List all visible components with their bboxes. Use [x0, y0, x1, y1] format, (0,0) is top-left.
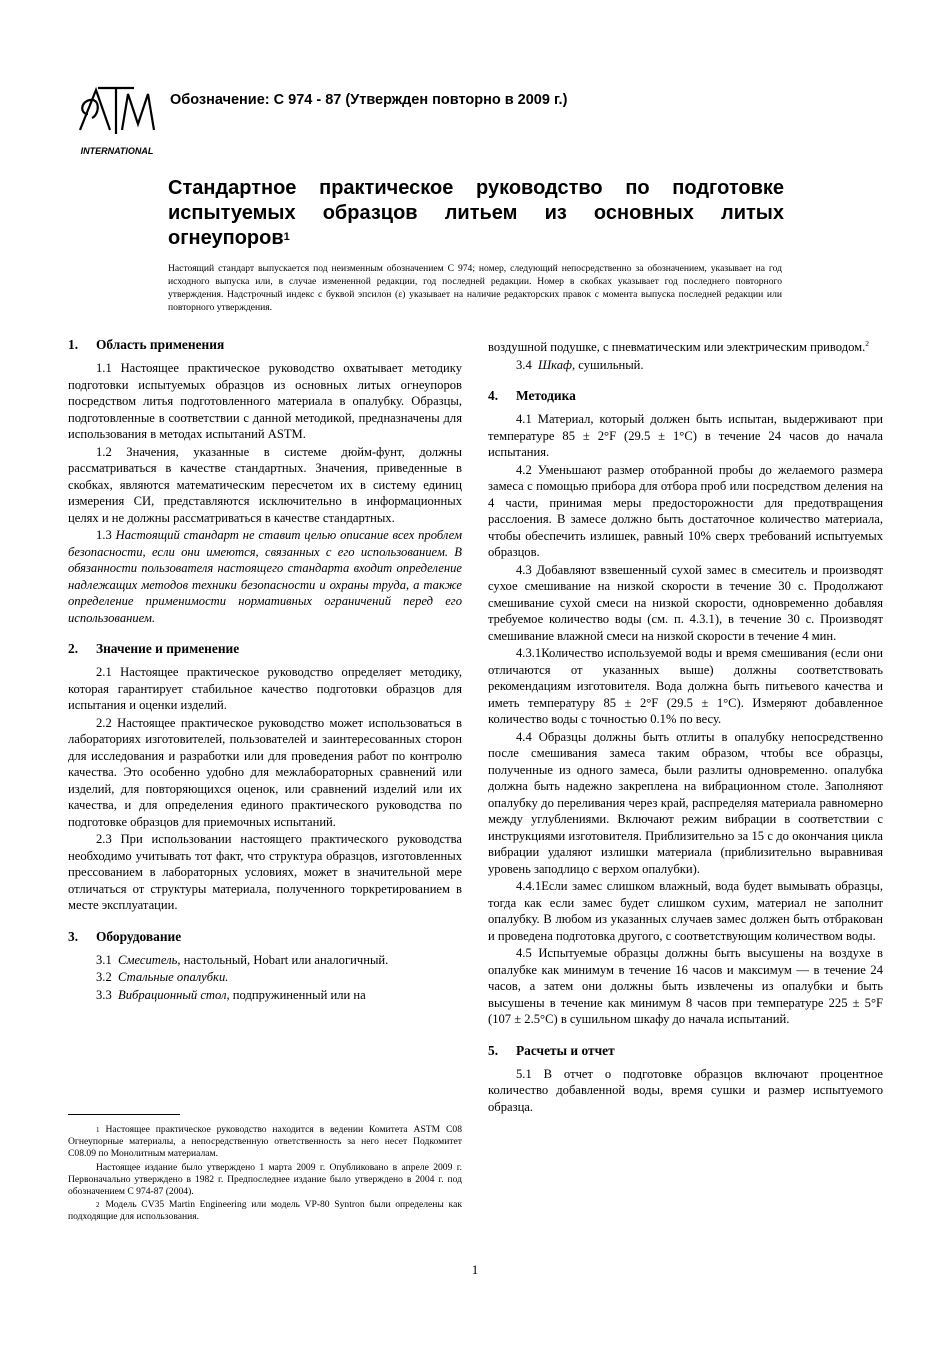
title-text: Стандартное практическое руководство по подготовке испытуемых образцов литьем из основных литых огнеупоров: [168, 177, 784, 249]
footnote-rule: [68, 1114, 180, 1115]
footnote-2: $^2$ Модель CV35 Martin Engineering или модель VP-80 Syntron были определены как подходящие для использования.: [68, 1199, 462, 1223]
page-number: 1: [471, 1262, 479, 1277]
paragraph-1-1: 1.1 Настоящее практическое руководство охватывает методику подготовки испытуемых образцов из основных литых огнеупоров посредством литья подготовленного материала в опалубку. Образцы, подготовленные в соответствии с данной методикой, предназначены для использования в методах испытаний ASTM.: [68, 361, 462, 441]
paragraph-4-4-1: 4.4.1Если замес слишком влажный, вода будет вымывать образцы, тогда как если замес будет слишком сухим, материал не заполнит опалубку. В любом из указанных случаев замес должен быть отбракован и проведена подготовка другого, с соответствующим количеством воды.: [488, 879, 883, 943]
paragraph-2-3: 2.3 При использовании настоящего практического руководства необходимо учитывать тот факт, что структура образцов, изготовленных прессованием в лабораторных условиях, может в значительной мере отличаться от структуры материала, полученного торкретированием в месте эксплуатации.: [68, 832, 462, 912]
paragraph-4-5: 4.5 Испытуемые образцы должны быть высушены на воздухе в опалубке как минимум в течение 16 часов и максимум — в течение 24 часов, а затем они должны быть извлечены из опалубки и быть высушены в течение как минимум 8 часов при температуре 225 ± 5°F (107 ± 2.5°C) в сушильном шкафу до начала испытаний.: [488, 946, 883, 1027]
paragraph-4-2: 4.2 Уменьшают размер отобранной пробы до желаемого размера замеса с помощью прибора для отбора проб или посредством деления на 4 части, принимая меры предосторожности для предотвращения расслоения. В замесе должно быть достаточное количество материала, чтобы обеспечить излишек, равный 10% сверх требований испытуемых образцов.: [488, 462, 883, 560]
preamble: Настоящий стандарт выпускается под неизменным обозначением C 974; номер, следующий непосредственно за обозначением, указывает на год исходного выпуска или, в случае измененной редакции, год последней редакции. Номер в скобках указывает год последнего повторного утверждения. Надстрочный индекс с буквой эпсилон (ε) указывает на наличие редакторских правок с момента выпуска последней редакции или повторного утверждения.: [168, 263, 782, 313]
item-3-3-continued: воздушной подушке, с пневматическим или электрическим приводом.$^2$: [488, 339, 870, 355]
paragraph-1-2: 1.2 Значения, указанные в системе дюйм-фунт, должны рассматриваться в качестве стандартных. Значения, приведенные в скобках, являются математическим пересчетом их в систему единиц измерения СИ, представляются исключительно в информационных целях и не должны рассматриваться в качестве стандартных.: [68, 444, 462, 525]
item-3-2: 3.2 Стальные опалубки.: [96, 970, 229, 984]
item-3-3: 3.3 Вибрационный стол, подпружиненный или на: [96, 987, 366, 1002]
footnote-1-approval: Настоящее издание было утверждено 1 марта 2009 г. Опубликовано в апреле 2009 г. Первоначально утверждено в 1982 г. Предпоследнее издание было утверждено в 2004 г. под обозначением C 974-87 (2004).: [68, 1161, 462, 1198]
section-2-heading: 2. Значение и применение: [68, 641, 240, 656]
section-4-heading: 4. Методика: [488, 388, 576, 404]
paragraph-4-1: 4.1 Материал, который должен быть испытан, выдерживают при температуре 85 ± 2°F (29.5 ± 1°C) в течение 24 часов до начала испытания.: [488, 412, 883, 460]
paragraph-4-4: 4.4 Образцы должны быть отлиты в опалубку непосредственно после смешивания замеса таким образом, чтобы все образцы, полученные из одного замеса, были разлиты одновременно. опалубка должна быть надежно закреплена на вибрационном столе. Заполняют опалубку до переливания через край, распределяя материала равномерно между углублениями. Включают режим вибрации в соответствии с инструкциями изготовителя. Приблизительно за 15 с до окончания цикла вибрации удаляют излишки материала (приблизительно выравнивая уровень заподлицо с верхом опалубки).: [488, 729, 883, 876]
section-5-heading: 5. Расчеты и отчет: [488, 1042, 615, 1058]
document-title: [168, 176, 784, 251]
paragraph-4-3: 4.3 Добавляют взвешенный сухой замес в смеситель и производят сухое смешивание на низкой скорости в течение 30 с. Продолжают смешивание сухой смеси на низкой скорости, одновременно добавляя требуемое количество воды (см. п. 4.3.1), в течение 30 с. Производят смешивание влажной смеси на низкой скорости в течение 4 мин.: [488, 562, 883, 643]
item-3-4: 3.4 Шкаф, сушильный.: [516, 357, 644, 372]
paragraph-2-1: 2.1 Настоящее практическое руководство определяет методику, которая гарантирует стабильное качество подготовки образцов для испытания и оценки изделий.: [68, 665, 462, 712]
footnotes: [68, 1124, 462, 1224]
paragraph-4-3-1: 4.3.1Количество используемой воды и время смешивания (если они отличаются от указанных выше) должны соответствовать рекомендациям изготовителя. Вода должна быть питьевого качества и иметь температуру 85 ± 2°F (29.5 ± 1°C). Измеряют добавленное количество воды с точностью 0.1% по весу.: [488, 646, 883, 727]
footnote-1: $^1$ Настоящее практическое руководство находится в ведении Комитета ASTM C08 Огнеупорные материалы, а непосредственную ответственность за него несет Подкомитет C08.09 по Монолитным материалам.: [68, 1124, 462, 1160]
left-column: [68, 336, 462, 1003]
item-3-1: 3.1 Смеситель, настольный, Hobart или аналогичный.: [96, 952, 389, 967]
paragraph-5-1: 5.1 В отчет о подготовке образцов включают процентное количество добавленной воды, время сушки и размер испытуемого образца.: [488, 1066, 883, 1114]
right-column: [488, 336, 883, 1115]
document-designation: Обозначение: C 974 - 87 (Утвержден повторно в 2009 г.): [170, 92, 568, 108]
section-1-heading: 1. Область применения: [68, 337, 225, 352]
logo-text: INTERNATIONAL: [80, 146, 154, 156]
astm-logo: [76, 84, 158, 158]
paragraph-2-2: 2.2 Настоящее практическое руководство может использоваться в лабораториях изготовителей, пользователей и заинтересованных сторон для исследования и разработки или для проведения работ по контролю качества. Это особенно удобно для межлабораторных сравнений или изделий, для повторяющихся оценок, или сравнений изделий или их качества, и для определения единого практического руководства по подготовке образцов для приемочных испытаний.: [68, 715, 462, 829]
title-footnote-mark: 1: [283, 231, 290, 243]
paragraph-1-3: 1.3 Настоящий стандарт не ставит целью описание всех проблем безопасности, если они имеются, связанных с его использованием. В обязанности пользователя настоящего стандарта входит определение надлежащих методов техники безопасности и охраны труда, а также определение применимости нормативных ограничений перед его использованием.: [68, 528, 462, 625]
section-3-heading: 3. Оборудование: [68, 928, 182, 944]
